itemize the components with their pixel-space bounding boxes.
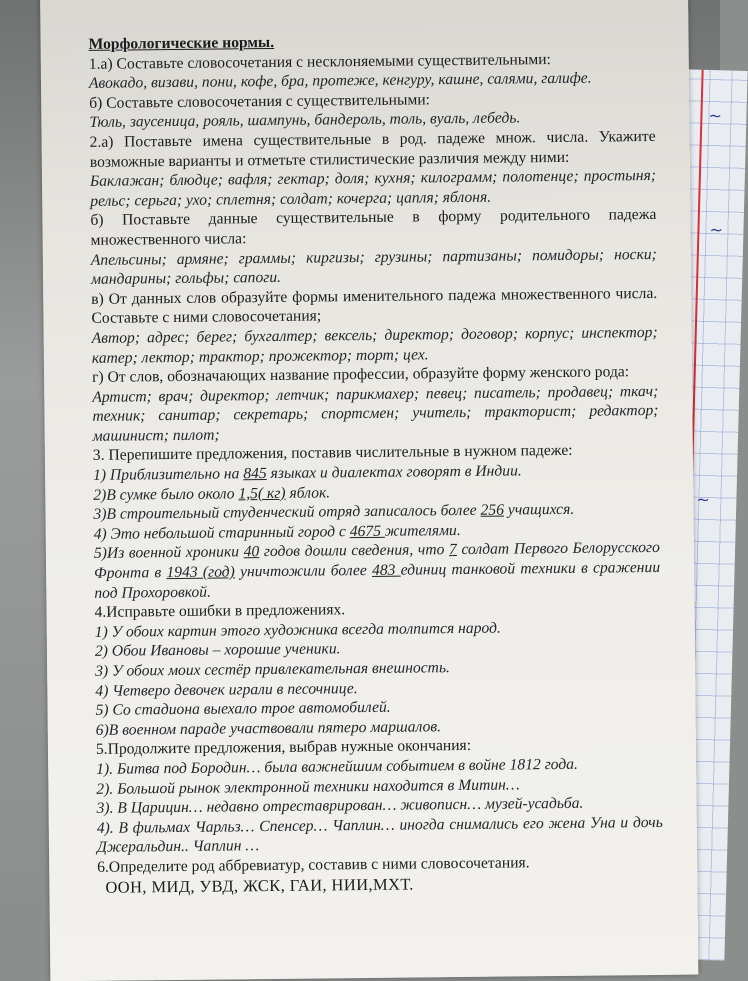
task-4-item: 5) Со стадиона выехало трое автомобилей.	[95, 698, 391, 720]
task-4: 4.Исправьте ошибки в предложениях.	[94, 601, 346, 622]
task-2g-words: Артист; врач; директор; летчик; парикмахер; певец; писатель; продавец; ткач; техник; санитар; секретарь; спортсмен; учитель; тракторист; редактор; машинист; пилот;	[92, 382, 659, 445]
task-5-item: 3). В Царицин… недавно отреставрирован… живописн… музей-усадьба.	[96, 794, 584, 818]
printed-sheet	[40, 0, 698, 981]
numeral: 1,5( кг)	[238, 484, 286, 502]
task-6: 6.Определите род аббревиатур, составив с ними словосочетания.	[97, 854, 530, 876]
task-2v: в) От данных слов образуйте формы именительного падежа множественного числа. Составьте с ними словосочетания;	[91, 284, 658, 328]
task-1a-words: Авокадо, визави, пони, кофе, бра, протеже, кенгуру, кашне, салями, галифе.	[88, 69, 592, 93]
task-3-sentence-2: 2)В сумке было около 1,5( кг) яблок.	[93, 484, 331, 504]
numeral: 256	[480, 501, 505, 520]
task-2a: 2.а) Поставьте имена существительные в род. падеже множ. числа. Укажите возможные варианты и отметьте стилистические различия между ними:	[89, 127, 656, 171]
task-6-abbreviations: ООН, МИД, УВД, ЖСК, ГАИ, НИИ,МХТ.	[105, 874, 414, 897]
task-4-item: 4) Четверо девочек играли в песочнице.	[95, 679, 358, 700]
numeral: 483	[371, 561, 401, 579]
numeral: 7	[448, 541, 457, 559]
task-1a: 1.а) Составьте словосочетания с несклоняемыми существительными:	[88, 50, 551, 73]
handwriting-scribble: ~	[696, 489, 711, 510]
task-4-item: 6)В военном параде участвовали пятеро маршалов.	[95, 718, 442, 739]
task-2a-words: Баклажан; блюдце; вафля; гектар; доля; кухня; килограмм; полотенце; простыня; рельс; серьга; ухо; сплетня; солдат; кочерга; цапля; яблоня.	[89, 167, 657, 210]
task-5-item: 4). В фильмах Чарльз… Спенсер… Чаплин… иногда снимались его жена Уна и дочь Джеральдин.. Чаплин …	[96, 813, 663, 857]
numeral: 4675	[349, 522, 385, 541]
task-2g: г) От слов, обозначающих название профессии, образуйте форму женского рода:	[91, 363, 630, 386]
worksheet-title: Морфологические нормы.	[88, 33, 275, 53]
task-3-sentence-1: 1) Приблизительно на 845 языках и диалектах говорят в Индии.	[93, 462, 522, 484]
task-2b: б) Поставьте данные существительные в форму родительного падежа множественного числа:	[90, 206, 657, 249]
task-3-sentence-5: 5)Из военной хроники 40 годов дошли сведения, что 7 солдат Первого Белорусского Фронта в 1943 (год) уничтожили более 483 единиц танковой техники в сражении под Прохоровкой.	[93, 539, 661, 602]
task-3-sentence-4: 4) Это небольшой старинный город с 4675 жителями.	[93, 521, 461, 543]
task-4-item: 2) Обои Ивановы – хорошие ученики.	[94, 640, 341, 661]
task-2b-words: Апельсины; армяне; граммы; киргизы; грузины; партизаны; помидоры; носки; мандарины; гольфы; сапоги.	[90, 245, 657, 288]
task-5-item: 1). Битва под Бородин… была важнейшим событием в войне 1812 года.	[96, 755, 578, 778]
task-1b: б) Составьте словосочетания с существительными:	[89, 91, 431, 112]
worksheet-text	[88, 29, 663, 897]
task-3-sentence-3: 3)В строительный студенческий отряд записалось более 256 учащихся.	[93, 501, 575, 524]
handwriting-scribble: ~	[709, 219, 724, 240]
task-3: 3. Перепишите предложения, поставив числительные в нужном падеже:	[92, 442, 573, 465]
numeral: 845	[243, 465, 267, 483]
handwriting-scribble: ~	[708, 105, 723, 126]
numeral: 1943 (год)	[166, 563, 235, 582]
numeral: 40	[243, 543, 260, 561]
task-5-item: 2). Большой рынок электронной техники находится в Митин…	[96, 775, 520, 798]
task-5: 5.Продолжите предложения, выбрав нужные окончания:	[95, 737, 472, 759]
task-4-item: 3) У обоих моих сестёр привлекательная внешность.	[95, 659, 450, 680]
task-4-item: 1) У обоих картин этого художника всегда толпится народ.	[94, 619, 501, 641]
task-1b-words: Тюль, заусеница, рояль, шампунь, бандероль, толь, вуаль, лебедь.	[89, 109, 521, 132]
task-2v-words: Автор; адрес; берег; бухгалтер; вексель; директор; договор; корпус; инспектор; катер; лектор; трактор; прожектор; торт; цех.	[91, 323, 658, 367]
